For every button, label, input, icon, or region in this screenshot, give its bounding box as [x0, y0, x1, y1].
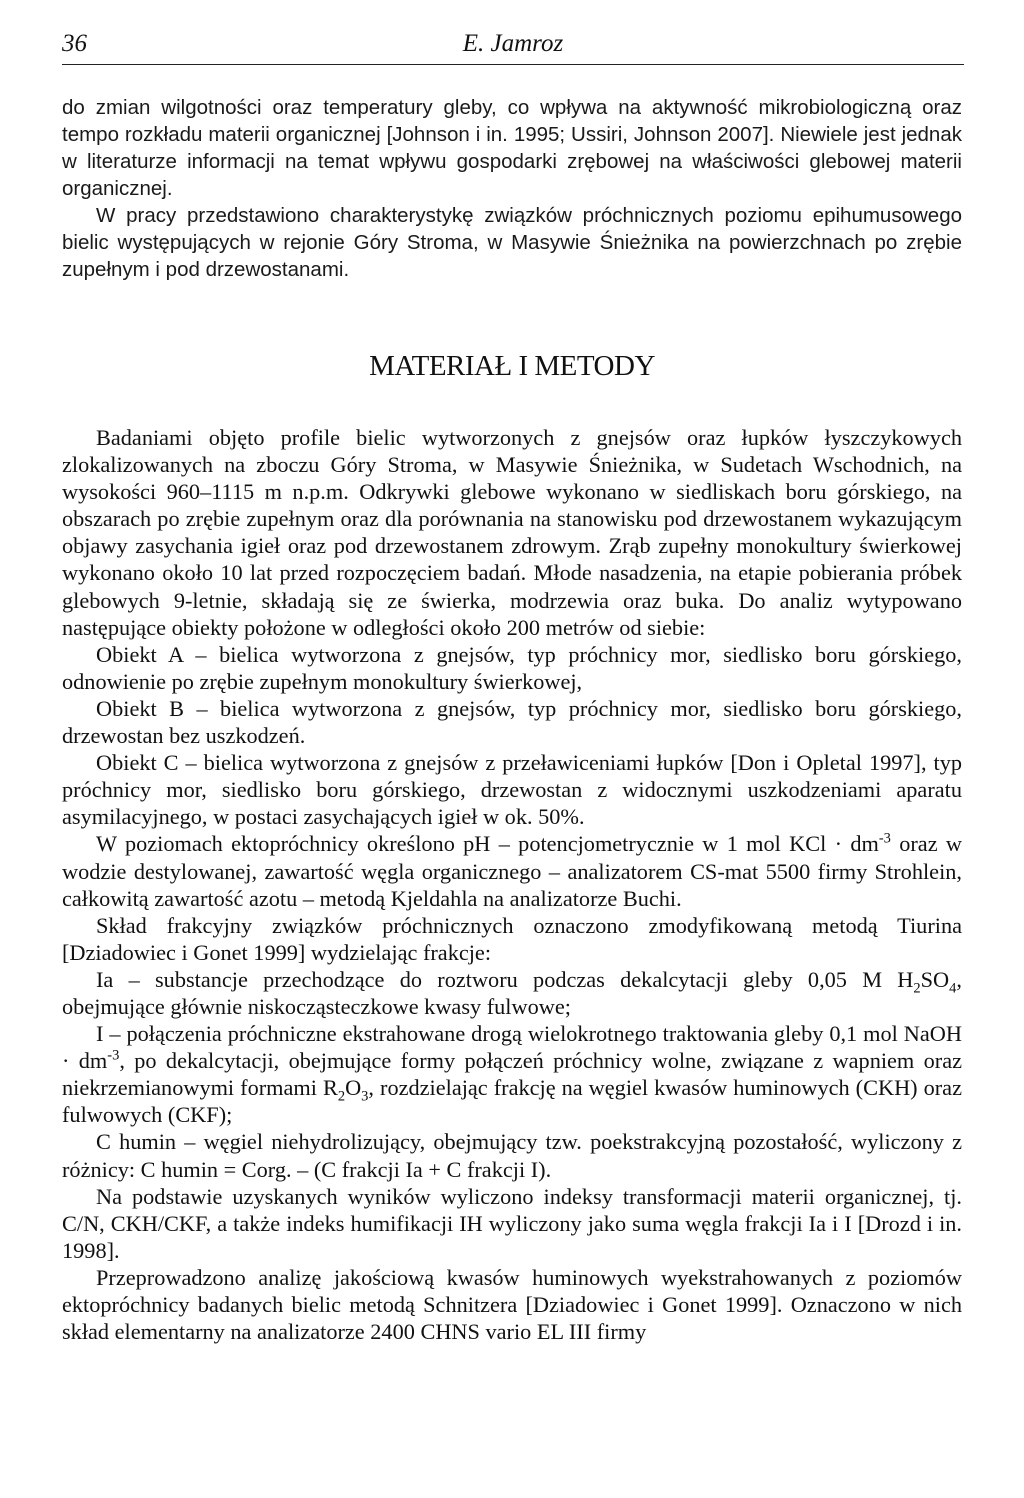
subscript: 4 [949, 980, 957, 997]
text-run: oraz w wodzie destylowanej, zawartość węgla organicznego – analizatorem CS-mat 5500 firmy Strohlein, całkowitą zawartość azotu – metodą Kjeldahla na analizatorze Buchi. [62, 831, 962, 911]
text-run: , obejmujące głównie niskocząsteczkowe kwasy fulwowe; [62, 966, 962, 1019]
paragraph: Badaniami objęto profile bielic wytworzonych z gnejsów oraz łupków łyszczykowych zlokalizowanych na zboczu Góry Stroma, w Masywie Śnieżnika, w Sudetach Wschodnich, na wysokości 960–1115 m n.p.m. Odkrywki glebowe wykonano w siedliskach boru górskiego, na obszarach po zrębie zupełnym oraz dla porównania na stanowisku pod drzewostanem wykazującym objawy zasychania igieł oraz pod drzewostanem zdrowym. Zrąb zupełny monokultury świerkowej wykonano około 10 lat przed rozpoczęciem badań. Młode nasadzenia, na etapie pobierania próbek glebowych 9-letnie, składają się ze świerka, modrzewia oraz buka. Do analiz wytypowano następujące obiekty położone w odległości około 200 metrów od siebie: [62, 425, 962, 640]
fraction-i-item [62, 1020, 962, 1128]
paragraph: Skład frakcyjny związków próchnicznych oznaczono zmodyfikowaną metodą Tiurina [Dziadowiec i Gonet 1999] wydzielając frakcje: [62, 912, 962, 965]
running-header [62, 26, 964, 65]
object-b-item: Obiekt B – bielica wytworzona z gnejsów, typ próchnicy mor, siedlisko boru górskiego, drzewostan bez uszkodzeń. [62, 695, 962, 749]
text-run: Ia – substancje przechodzące do roztworu podczas dekalcytacji gleby 0,05 M H [96, 966, 914, 992]
text-run: I – połączenia próchniczne ekstrahowane drogą wielokrotnego traktowania gleby 0,1 mol NaOH · dm [62, 1021, 962, 1074]
page-number: 36 [62, 30, 87, 57]
paragraph: W pracy przedstawiono charakterystykę związków próchnicznych poziomu epihumusowego bielic występujących w rejonie Góry Stroma, w Masywie Śnieżnika na powierzchnach po zrębie zupełnym i pod drzewostanami. [62, 204, 962, 281]
text-run: O [345, 1075, 362, 1101]
paragraph [62, 830, 962, 911]
subscript: 2 [913, 980, 921, 997]
text-run: W poziomach ektopróchnicy określono pH – potencjometrycznie w 1 mol KCl · dm [96, 831, 879, 857]
object-c-item: Obiekt C – bielica wytworzona z gnejsów z przeławiceniami łupków [Don i Opletal 1997], typ próchnicy mor, siedlisko boru górskiego, drzewostan z widocznymi uszkodzeniami aparatu asymilacyjnego, w postaci zasychających igieł w ok. 50%. [62, 750, 962, 830]
text-run: , rozdzielając frakcję na węgiel kwasów huminowych (CKH) oraz fulwowych (CKF); [62, 1075, 962, 1128]
body-text [62, 424, 962, 1345]
paragraph: do zmian wilgotności oraz temperatury gleby, co wpływa na aktywność mikrobiologiczną oraz tempo rozkładu materii organicznej [Johnson i in. 1995; Ussiri, Johnson 2007]. Niewiele jest jednak w literaturze informacji na temat wpływu gospodarki zrębowej na właściwości glebowej materii organicznej. [62, 96, 962, 200]
text-run: , po dekalcytacji, obejmujące formy połączeń próchnicy wolne, związane z wapniem oraz niekrzemianowymi formami R [62, 1048, 962, 1101]
section-heading: MATERIAŁ I METODY [369, 350, 655, 382]
text-run: SO [920, 966, 950, 992]
subscript: 3 [361, 1088, 369, 1105]
superscript: -3 [878, 830, 891, 847]
paragraph: Na podstawie uzyskanych wyników wyliczono indeksy transformacji materii organicznej, tj. C/N, CKH/CKF, a także indeks humifikacji IH wyliczony jako suma węgla frakcji Ia i I [Drozd i in. 1998]. [62, 1183, 962, 1263]
intro-text [62, 94, 962, 283]
fraction-ia-item [62, 966, 962, 1020]
running-head-author: E. Jamroz [462, 30, 564, 57]
subscript: 2 [337, 1088, 346, 1105]
fraction-chumin-item: C humin – węgiel niehydrolizujący, obejmujący tzw. poekstrakcyjną pozostałość, wyliczony z różnicy: C humin = Corg. – (C frakcji Ia + C frakcji I). [62, 1129, 962, 1182]
object-a-item: Obiekt A – bielica wytworzona z gnejsów, typ próchnicy mor, siedlisko boru górskiego, odnowienie po zrębie zupełnym monokultury świerkowej, [62, 641, 962, 694]
superscript: -3 [107, 1047, 120, 1064]
paragraph: Przeprowadzono analizę jakościową kwasów huminowych wyekstrahowanych z poziomów ektopróchnicy badanych bielic metodą Schnitzera [Dziadowiec i Gonet 1999]. Oznaczono w nich skład elementarny na analizatorze 2400 CHNS vario EL III firmy [62, 1264, 962, 1345]
